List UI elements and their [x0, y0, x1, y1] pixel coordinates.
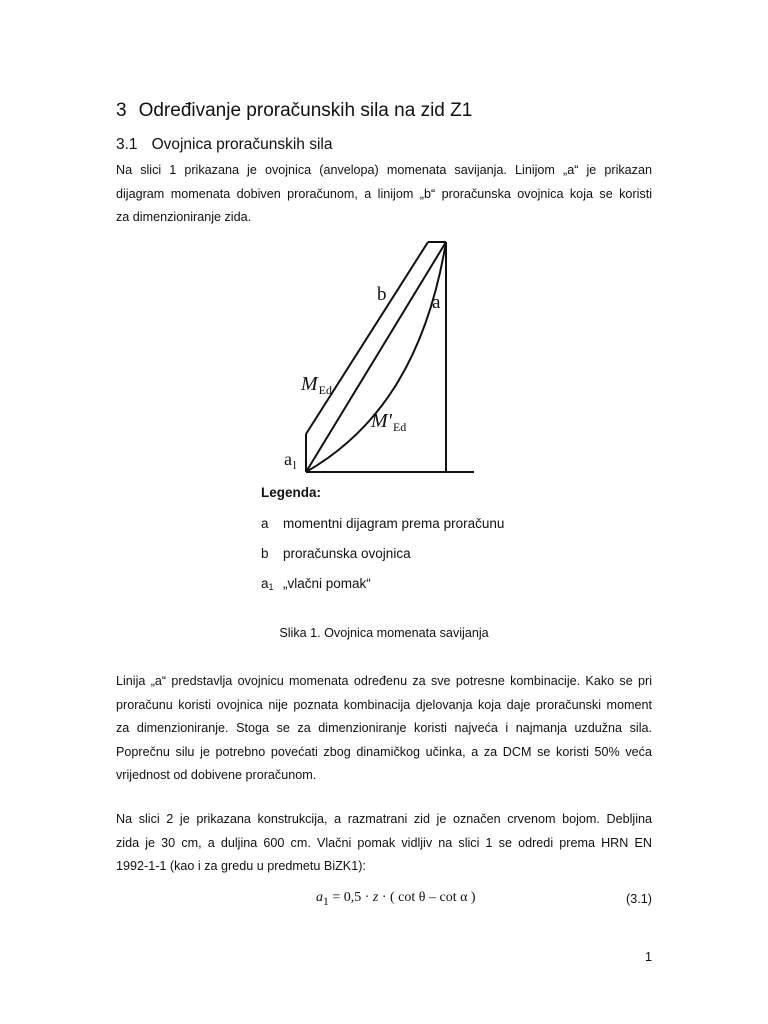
text-line: vrijednost od dobivene proračunom.: [116, 768, 317, 783]
figure-caption-text: Slika 1. Ovojnica momenata savijanja: [279, 626, 489, 640]
subsection-heading: [116, 136, 332, 154]
legend-text: momentni dijagram prema proračunu: [283, 516, 505, 531]
legend-symbol-letter: b: [261, 546, 269, 561]
moment-envelope-figure: [256, 232, 508, 600]
body-paragraph-3: [116, 808, 652, 879]
envelope-diagram: [256, 232, 508, 482]
subsection-number: 3.1: [116, 136, 138, 153]
intro-paragraph: [116, 159, 652, 230]
legend-text: „vlačni pomak“: [283, 576, 371, 591]
text-line: Na slici 2 je prikazana konstrukcija, a razmatrani zid je označen crvenom bojom. Debljina: [116, 812, 652, 826]
legend-symbol-letter: a: [261, 516, 269, 531]
formula-lhs: a: [316, 890, 323, 905]
subsection-title: Ovojnica proračunskih sila: [151, 136, 333, 153]
label-a1-subscript: l: [293, 458, 297, 472]
legend-title: Legenda:: [261, 485, 322, 500]
label-m-symbol: M: [301, 373, 318, 395]
label-m-prime-symbol: M': [371, 410, 392, 432]
formula-lhs-subscript: 1: [323, 894, 329, 908]
label-m-ed: [301, 373, 332, 396]
equation-number: (3.1): [626, 892, 652, 906]
envelope-line-b-inner: [306, 242, 446, 472]
label-a1-symbol: a: [284, 449, 292, 469]
text-line: zida je 30 cm, a duljina 600 cm. Vlačni pomak vidljiv na slici 1 se odredi prema HRN EN: [116, 835, 652, 850]
label-a1: [284, 449, 296, 470]
label-a: a: [432, 292, 441, 313]
envelope-line-b-outer: [306, 242, 428, 434]
label-m-subscript: Ed: [318, 383, 333, 397]
legend-symbol-letter: a: [261, 576, 269, 591]
text-line: 1992-1-1 (kao i za gredu u predmetu BiZK1):: [116, 859, 366, 874]
text-line: Linija „a“ predstavlja ovojnicu momenata određenu za sve potresne kombinacije. Kako se pri: [116, 674, 652, 688]
section-number: 3: [116, 100, 127, 121]
text-line: proračunu koristi ovojnica nije poznata kombinacija djelovanja koja daje proračunski moment: [116, 697, 652, 712]
label-m-prime-subscript: Ed: [392, 420, 407, 434]
formula-eq: = 0,5 ·: [328, 890, 373, 905]
legend-item: [261, 546, 411, 561]
formula-z: z: [372, 890, 379, 905]
label-m-prime-ed: [371, 410, 406, 433]
figure-caption: [0, 626, 768, 640]
text-line: Poprečnu silu je potrebno povećati zbog dinamičkog učinka, a za DCM se koristi 50% veća: [116, 744, 652, 759]
label-b: b: [377, 284, 387, 305]
section-heading: [116, 100, 472, 122]
formula: [316, 890, 476, 908]
legend-item: [261, 516, 504, 531]
body-paragraph-2: [116, 670, 652, 788]
page-number: 1: [645, 950, 653, 964]
legend-symbol: [261, 576, 283, 591]
section-title: Određivanje proračunskih sila na zid Z1: [138, 100, 473, 121]
legend-symbol: [261, 516, 283, 531]
text-line: Na slici 1 prikazana je ovojnica (anvelopa) momenata savijanja. Linijom „a“ je prikazan: [116, 163, 652, 177]
legend-text: proračunska ovojnica: [283, 546, 411, 561]
text-line: za dimenzioniranje zida.: [116, 210, 252, 225]
legend-symbol-subscript: 1: [268, 582, 274, 592]
text-line: dijagram momenata dobiven proračunom, a linijom „b“ proračunska ovojnica koja se koristi: [116, 186, 652, 201]
formula-rhs: · ( cot θ – cot α ): [378, 890, 476, 905]
legend-symbol: [261, 546, 283, 561]
legend-item: [261, 576, 371, 591]
text-line: za dimenzioniranje. Stoga se za dimenzioniranje koristi najveća i najmanja uzdužna sila.: [116, 721, 652, 736]
